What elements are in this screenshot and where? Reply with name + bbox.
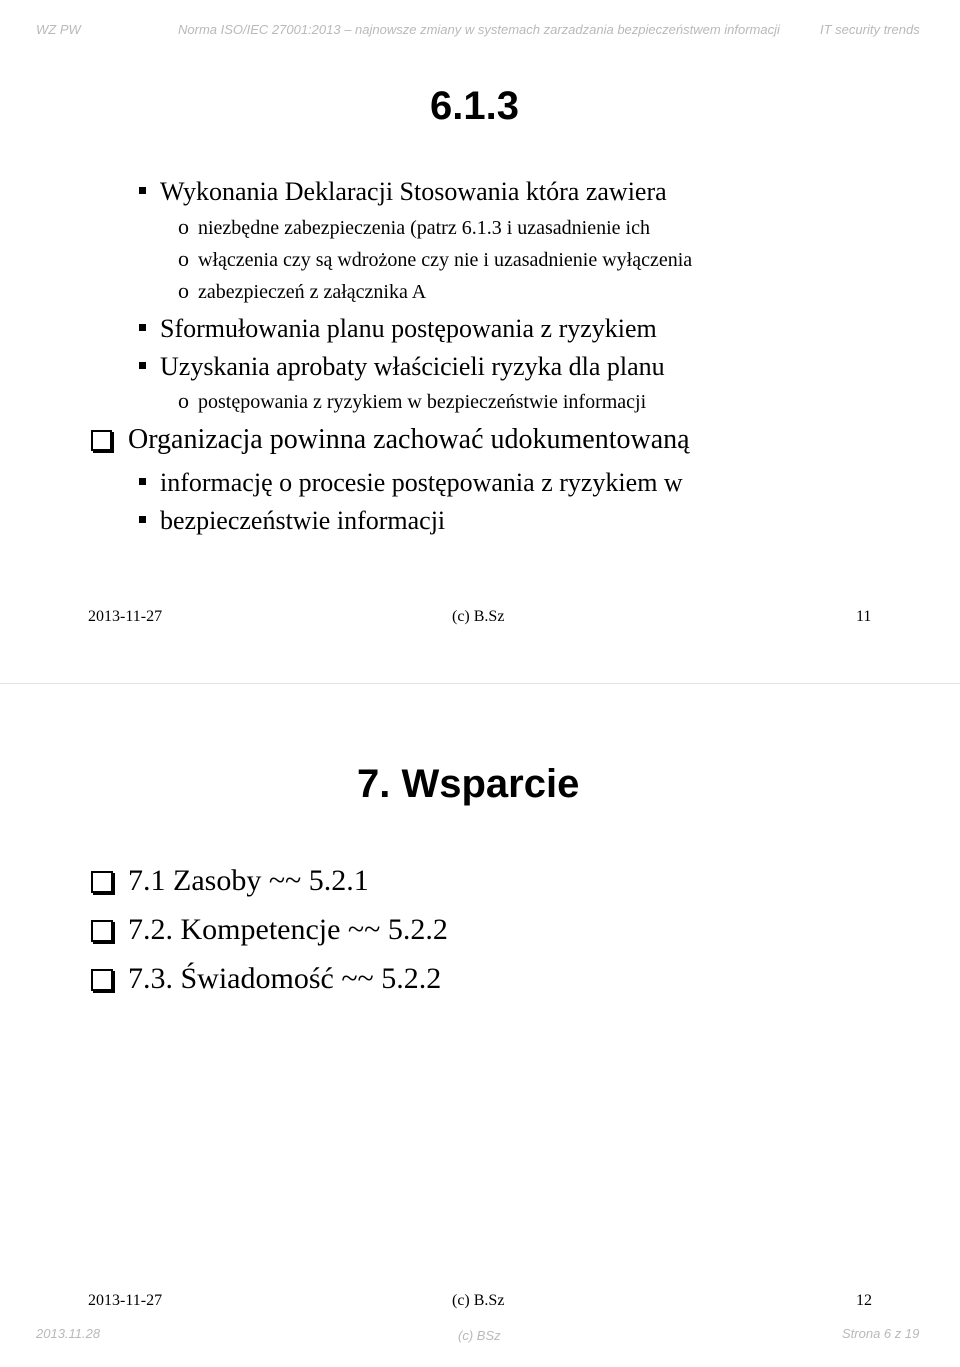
header-left: WZ PW xyxy=(36,22,81,37)
slide-title: 6.1.3 xyxy=(430,84,519,128)
square-bullet-icon xyxy=(139,362,146,369)
sub-bullet-text: postępowania z ryzykiem w bezpieczeństwie informacji xyxy=(198,391,647,413)
list-item: 7.1 Zasoby ~~ 5.2.1 xyxy=(128,864,369,897)
main-point-text: Organizacja powinna zachować udokumentowaną xyxy=(128,424,690,455)
page-footer-date: 2013.11.28 xyxy=(36,1326,101,1341)
circle-bullet-icon: o xyxy=(178,278,189,303)
circle-bullet-icon: o xyxy=(178,246,189,271)
square-bullet-icon xyxy=(139,478,146,485)
page-footer-page: Strona 6 z 19 xyxy=(842,1326,920,1341)
bullet-text: Sformułowania planu postępowania z ryzykiem xyxy=(160,314,657,343)
header-center: Norma ISO/IEC 27001:2013 – najnowsze zmiany w systemach zarzadzania bezpieczeństwem informacji xyxy=(178,22,780,37)
checkbox-bullet-icon xyxy=(91,969,113,991)
slide-footer-page: 11 xyxy=(856,608,872,625)
page-footer-author: (c) BSz xyxy=(458,1328,501,1343)
checkbox-bullet-icon xyxy=(91,871,113,893)
bullet-text: bezpieczeństwie informacji xyxy=(160,506,446,535)
slide-footer-page: 12 xyxy=(856,1292,872,1309)
list-item: 7.3. Świadomość ~~ 5.2.2 xyxy=(128,962,442,995)
list-item: 7.2. Kompetencje ~~ 5.2.2 xyxy=(128,913,448,946)
square-bullet-icon xyxy=(139,187,146,194)
slide-separator xyxy=(0,683,960,684)
slide-footer-date: 2013-11-27 xyxy=(88,1292,163,1309)
square-bullet-icon xyxy=(139,324,146,331)
sub-bullet-text: niezbędne zabezpieczenia (patrz 6.1.3 i uzasadnienie ich xyxy=(198,217,650,239)
bullet-text: informację o procesie postępowania z ryzykiem w xyxy=(160,468,683,497)
slide-footer-author: (c) B.Sz xyxy=(452,608,505,625)
sub-bullet-text: włączenia czy są wdrożone czy nie i uzasadnienie wyłączenia xyxy=(198,249,693,271)
slide-title: 7. Wsparcie xyxy=(357,762,580,806)
bullet-text: Uzyskania aprobaty właścicieli ryzyka dla planu xyxy=(160,352,665,381)
circle-bullet-icon: o xyxy=(178,388,189,413)
slide-footer-date: 2013-11-27 xyxy=(88,608,163,625)
checkbox-bullet-icon xyxy=(91,430,112,451)
circle-bullet-icon: o xyxy=(178,214,189,239)
bullet-text: Wykonania Deklaracji Stosowania która zawiera xyxy=(160,177,667,206)
checkbox-bullet-icon xyxy=(91,920,113,942)
slide-footer-author: (c) B.Sz xyxy=(452,1292,505,1309)
sub-bullet-text: zabezpieczeń z załącznika A xyxy=(198,281,427,303)
header-right: IT security trends xyxy=(820,22,920,37)
square-bullet-icon xyxy=(139,516,146,523)
